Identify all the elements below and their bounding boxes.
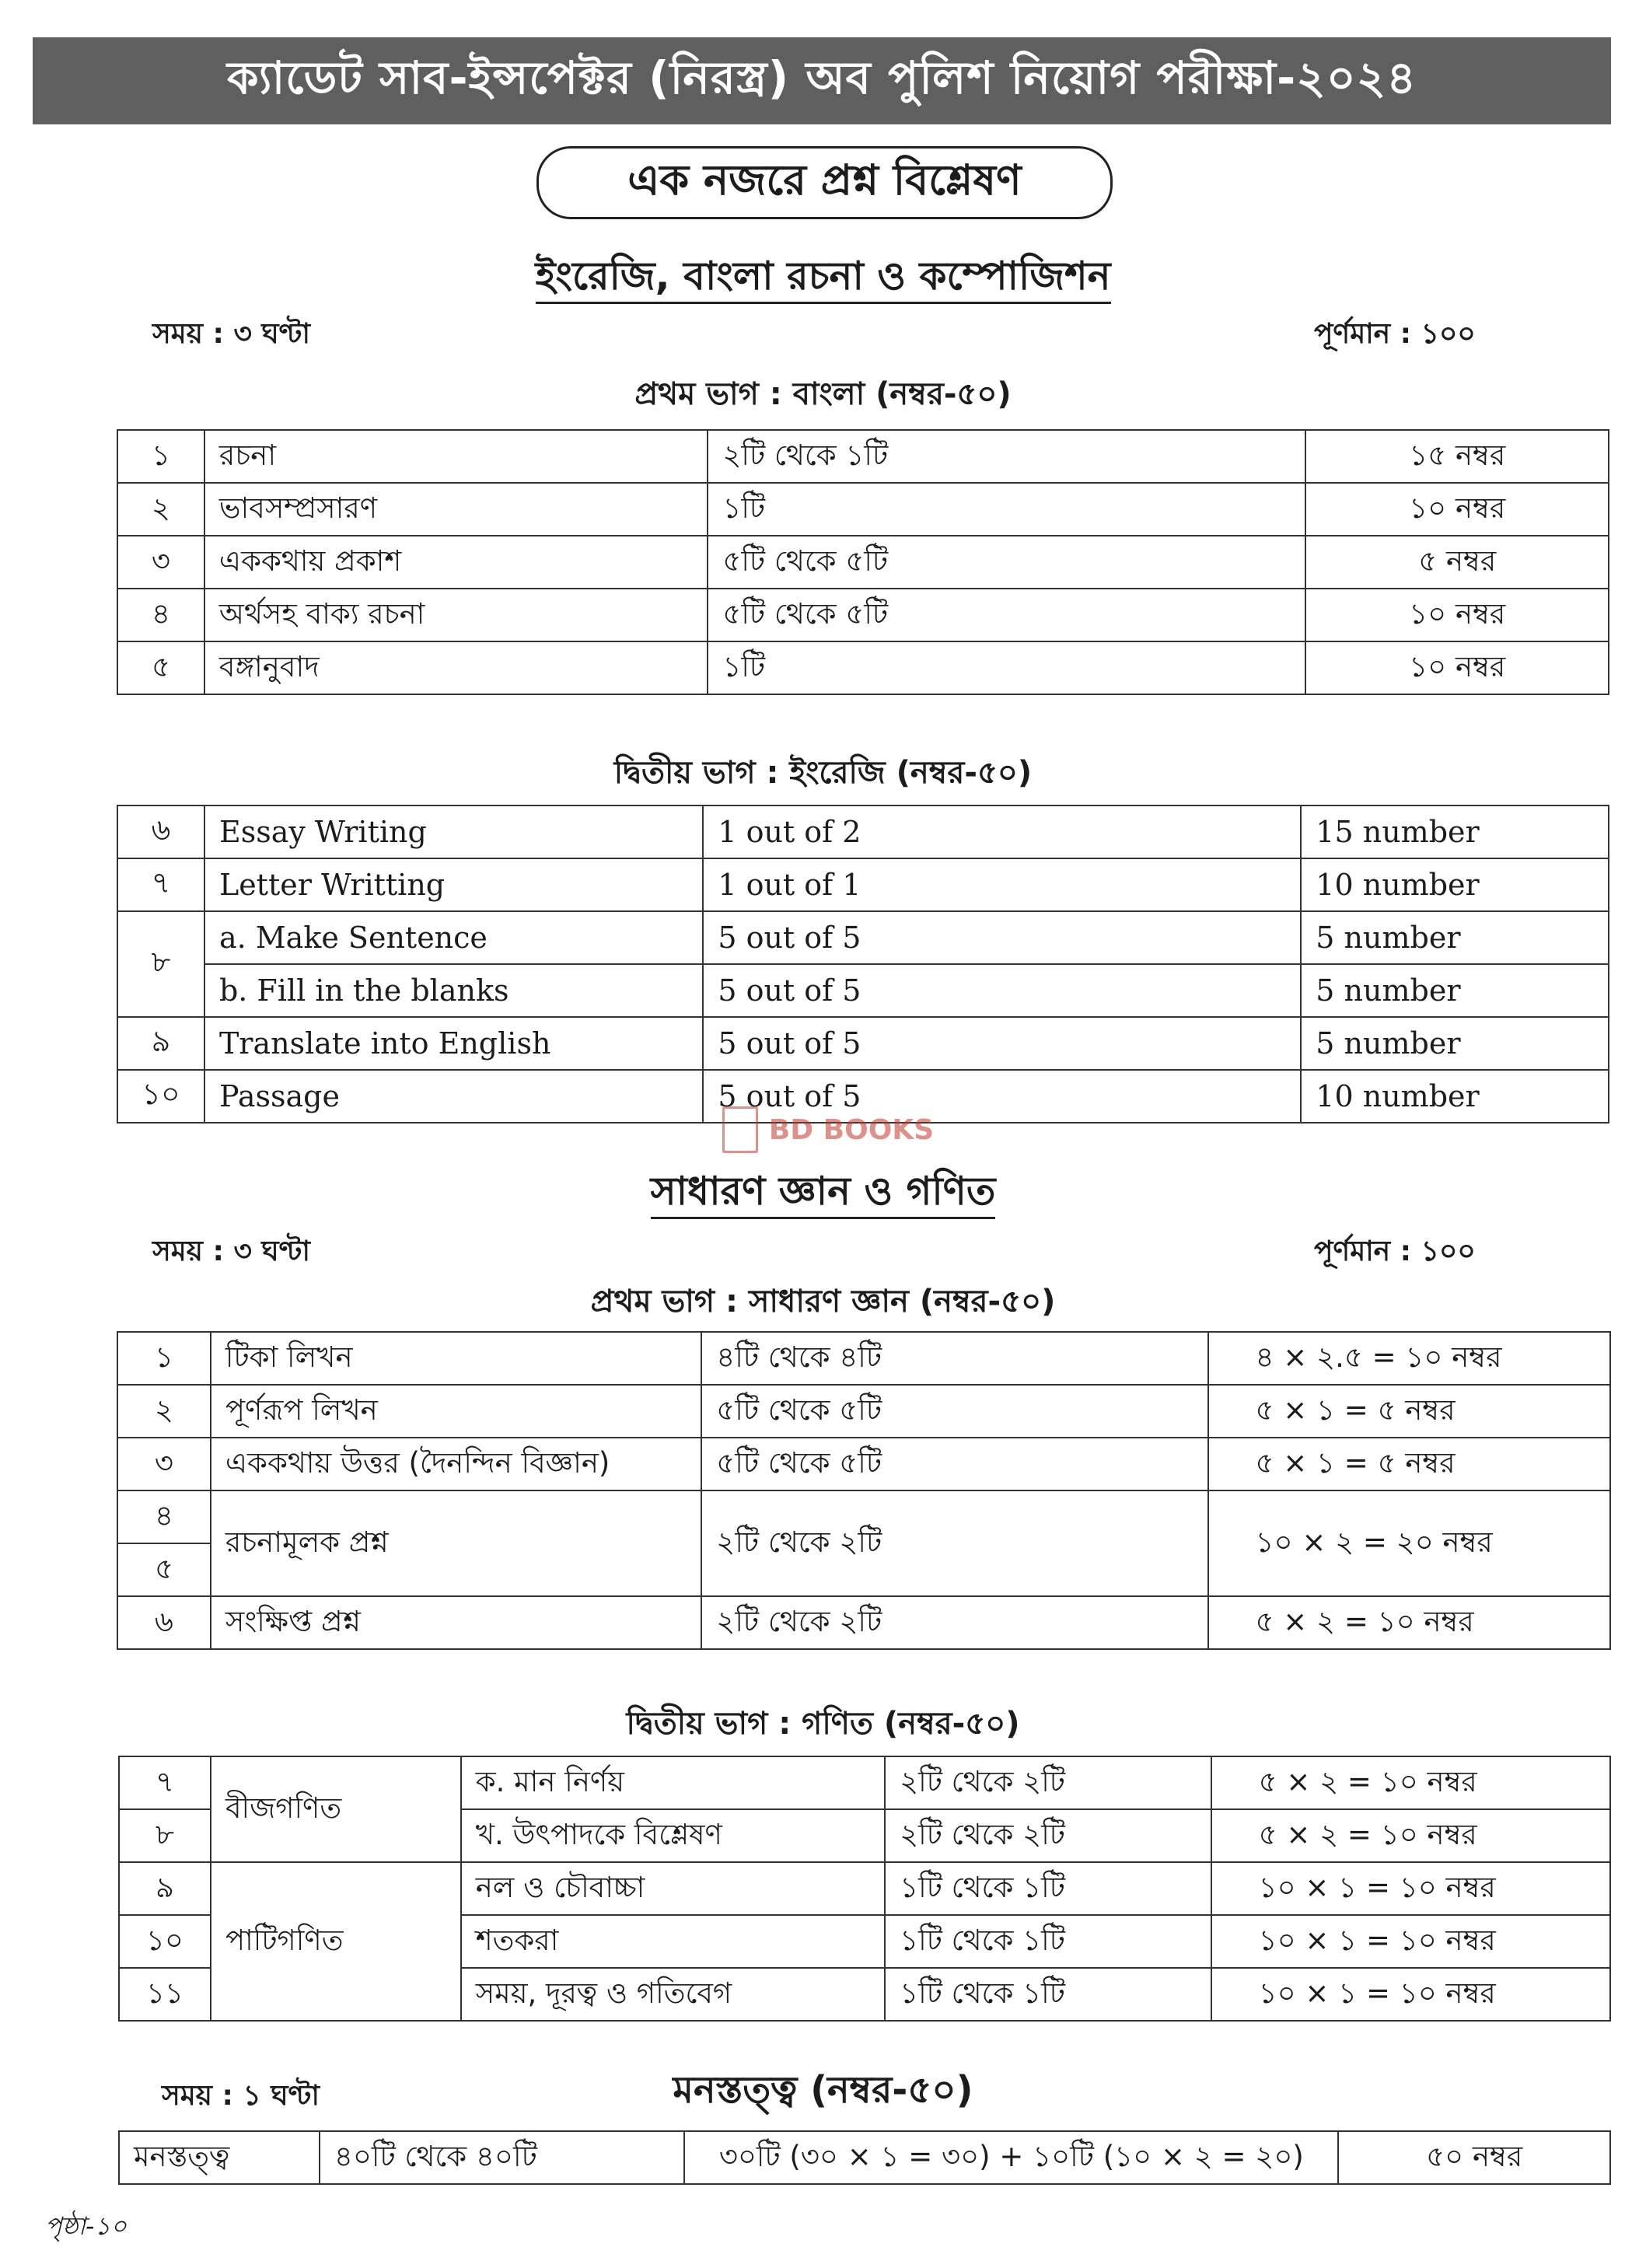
row-topic: রচনা: [204, 430, 708, 483]
section2-part1-title: প্রথম ভাগ : সাধারণ জ্ঞান (নম্বর-৫০): [590, 1284, 1056, 1319]
row-marks: ৫ × ১ = ৫ নম্বর: [1208, 1385, 1611, 1438]
row-count: ৫টি থেকে ৫টি: [701, 1385, 1207, 1438]
row-topic: রচনামূলক প্রশ্ন: [211, 1490, 701, 1596]
row-count: ৫টি থেকে ৫টি: [701, 1438, 1207, 1490]
row-topic: এককথায় প্রকাশ: [204, 536, 708, 589]
row-count: ৫টি থেকে ৫টি: [708, 589, 1305, 641]
row-count: ৪০টি থেকে ৪০টি: [320, 2131, 685, 2184]
row-number: ৩: [117, 536, 204, 589]
section1-part2-title: দ্বিতীয় ভাগ : ইংরেজি (নম্বর-৫০): [613, 755, 1033, 791]
row-number: ৮: [119, 1809, 211, 1862]
row-count: ৪টি থেকে ৪টি: [701, 1332, 1207, 1385]
row-marks: ৫ × ২ = ১০ নম্বর: [1211, 1756, 1610, 1809]
table-row: [117, 589, 1609, 641]
row-count: ১টি থেকে ১টি: [885, 1862, 1211, 1915]
group-label: বীজগণিত: [211, 1756, 461, 1862]
english-table: [117, 805, 1609, 1124]
row-number: ৬: [117, 1596, 211, 1649]
row-topic: Translate into English: [204, 1017, 703, 1070]
row-topic: Letter Writting: [204, 858, 703, 911]
table-row: [117, 483, 1609, 536]
table-row: [117, 964, 1609, 1017]
row-count: ২টি থেকে ২টি: [885, 1756, 1211, 1809]
table-row: [117, 536, 1609, 589]
row-topic: পূর্ণরূপ লিখন: [211, 1385, 701, 1438]
table-row: [119, 2131, 1610, 2184]
section2-part2-title: দ্বিতীয় ভাগ : গণিত (নম্বর-৫০): [626, 1706, 1020, 1742]
row-marks: ৫ × ২ = ১০ নম্বর: [1211, 1809, 1610, 1862]
row-marks: 5 number: [1301, 1017, 1609, 1070]
analysis-subtitle: এক নজরে প্রশ্ন বিশ্লেষণ: [536, 146, 1113, 219]
row-marks: ১০ × ১ = ১০ নম্বর: [1211, 1968, 1610, 2021]
row-marks: ৪ × ২.৫ = ১০ নম্বর: [1208, 1332, 1611, 1385]
row-topic: খ. উৎপাদকে বিশ্লেষণ: [461, 1809, 885, 1862]
table-row: [119, 1756, 1610, 1809]
row-count: ২টি থেকে ১টি: [708, 430, 1305, 483]
row-topic: টিকা লিখন: [211, 1332, 701, 1385]
table-row: [117, 430, 1609, 483]
table-row: [117, 1332, 1610, 1385]
row-number: ৯: [117, 1017, 204, 1070]
row-count: ১টি: [708, 641, 1305, 694]
row-marks: ১০ × ১ = ১০ নম্বর: [1211, 1862, 1610, 1915]
row-count: 1 out of 1: [703, 858, 1301, 911]
row-marks: ১৫ নম্বর: [1305, 430, 1609, 483]
row-marks: ৫ × ২ = ১০ নম্বর: [1208, 1596, 1611, 1649]
row-count: ১টি থেকে ১টি: [885, 1968, 1211, 2021]
row-marks: 10 number: [1301, 1070, 1609, 1123]
section3-heading: মনস্তত্ত্ব (নম্বর-৫০): [673, 2068, 973, 2112]
row-marks: ১০ × ২ = ২০ নম্বর: [1208, 1490, 1611, 1596]
row-number: ২: [117, 1385, 211, 1438]
row-count: ৫টি থেকে ৫টি: [708, 536, 1305, 589]
row-number: ৯: [119, 1862, 211, 1915]
row-topic: ক. মান নির্ণয়: [461, 1756, 885, 1809]
row-number: ১: [117, 1332, 211, 1385]
row-topic: বঙ্গানুবাদ: [204, 641, 708, 694]
table-row: [117, 1438, 1610, 1490]
math-table: [118, 1756, 1611, 2022]
general-knowledge-table: [117, 1331, 1611, 1650]
row-count: ১টি থেকে ১টি: [885, 1915, 1211, 1968]
row-breakdown: ৩০টি (৩০ × ১ = ৩০) + ১০টি (১০ × ২ = ২০): [684, 2131, 1338, 2184]
row-number: ৪: [117, 589, 204, 641]
psychology-table: [118, 2130, 1611, 2185]
row-topic: Essay Writing: [204, 806, 703, 858]
row-number: ৮: [117, 911, 204, 1017]
row-count: 5 out of 5: [703, 1017, 1301, 1070]
row-marks: ১০ নম্বর: [1305, 589, 1609, 641]
book-icon: [722, 1106, 758, 1153]
row-number: ৫: [117, 1543, 211, 1596]
row-number: ১০: [117, 1070, 204, 1123]
group-label: পাটিগণিত: [211, 1862, 461, 2021]
row-number: ২: [117, 483, 204, 536]
row-count: 5 out of 5: [703, 964, 1301, 1017]
row-topic: অর্থসহ বাক্য রচনা: [204, 589, 708, 641]
table-row: [119, 1862, 1610, 1915]
bd-books-watermark: BD BOOKS: [715, 1096, 941, 1163]
row-number: ৬: [117, 806, 204, 858]
row-marks: 5 number: [1301, 911, 1609, 964]
row-number: ৭: [119, 1756, 211, 1809]
row-number: ১: [117, 430, 204, 483]
section2-time: সময় : ৩ ঘণ্টা: [152, 1235, 310, 1267]
row-number: ৩: [117, 1438, 211, 1490]
row-count: 5 out of 5: [703, 1070, 1301, 1123]
row-marks: 10 number: [1301, 858, 1609, 911]
row-marks: ৫ নম্বর: [1305, 536, 1609, 589]
row-number: ৪: [117, 1490, 211, 1543]
row-number: ৫: [117, 641, 204, 694]
table-row: [117, 1385, 1610, 1438]
table-row: [117, 1017, 1609, 1070]
page-number: পৃষ্ঠা-১০: [45, 2211, 127, 2241]
section2-full-marks: পূর্ণমান : ১০০: [1314, 1235, 1476, 1267]
row-topic: মনস্তত্ত্ব: [119, 2131, 320, 2184]
table-row: [117, 858, 1609, 911]
row-count: ২টি থেকে ২টি: [885, 1809, 1211, 1862]
row-count: 5 out of 5: [703, 911, 1301, 964]
row-number: ১১: [119, 1968, 211, 2021]
section1-full-marks: পূর্ণমান : ১০০: [1314, 318, 1476, 350]
row-marks: 15 number: [1301, 806, 1609, 858]
row-topic: সময়, দূরত্ব ও গতিবেগ: [461, 1968, 885, 2021]
section1-part1-title: প্রথম ভাগ : বাংলা (নম্বর-৫০): [634, 376, 1012, 412]
section2-heading: সাধারণ জ্ঞান ও গণিত: [0, 1162, 1646, 1227]
row-marks: ৫০ নম্বর: [1338, 2131, 1610, 2184]
row-topic: Passage: [204, 1070, 703, 1123]
row-count: ১টি: [708, 483, 1305, 536]
table-row: [117, 911, 1609, 964]
row-topic: এককথায় উত্তর (দৈনন্দিন বিজ্ঞান): [211, 1438, 701, 1490]
row-count: ২টি থেকে ২টি: [701, 1490, 1207, 1596]
row-topic: সংক্ষিপ্ত প্রশ্ন: [211, 1596, 701, 1649]
row-marks: 5 number: [1301, 964, 1609, 1017]
table-row: [117, 1596, 1610, 1649]
row-marks: ১০ × ১ = ১০ নম্বর: [1211, 1915, 1610, 1968]
row-topic: ভাবসম্প্রসারণ: [204, 483, 708, 536]
section1-time: সময় : ৩ ঘণ্টা: [152, 318, 310, 350]
table-row: [117, 806, 1609, 858]
row-topic: b. Fill in the blanks: [204, 964, 703, 1017]
row-number: ১০: [119, 1915, 211, 1968]
section3-time: সময় : ১ ঘণ্টা: [162, 2080, 320, 2112]
row-count: ২টি থেকে ২টি: [701, 1596, 1207, 1649]
row-topic: a. Make Sentence: [204, 911, 703, 964]
row-topic: শতকরা: [461, 1915, 885, 1968]
row-number: ৭: [117, 858, 204, 911]
row-count: 1 out of 2: [703, 806, 1301, 858]
bangla-table: [117, 429, 1609, 695]
row-marks: ১০ নম্বর: [1305, 483, 1609, 536]
section1-heading: ইংরেজি, বাংলা রচনা ও কম্পোজিশন: [0, 247, 1646, 312]
row-marks: ১০ নম্বর: [1305, 641, 1609, 694]
row-topic: নল ও চৌবাচ্চা: [461, 1862, 885, 1915]
row-marks: ৫ × ১ = ৫ নম্বর: [1208, 1438, 1611, 1490]
table-row: [117, 1490, 1610, 1543]
page-banner-title: ক্যাডেট সাব-ইন্সপেক্টর (নিরস্ত্র) অব পুলিশ নিয়োগ পরীক্ষা-২০২৪: [33, 37, 1611, 124]
table-row: [117, 641, 1609, 694]
